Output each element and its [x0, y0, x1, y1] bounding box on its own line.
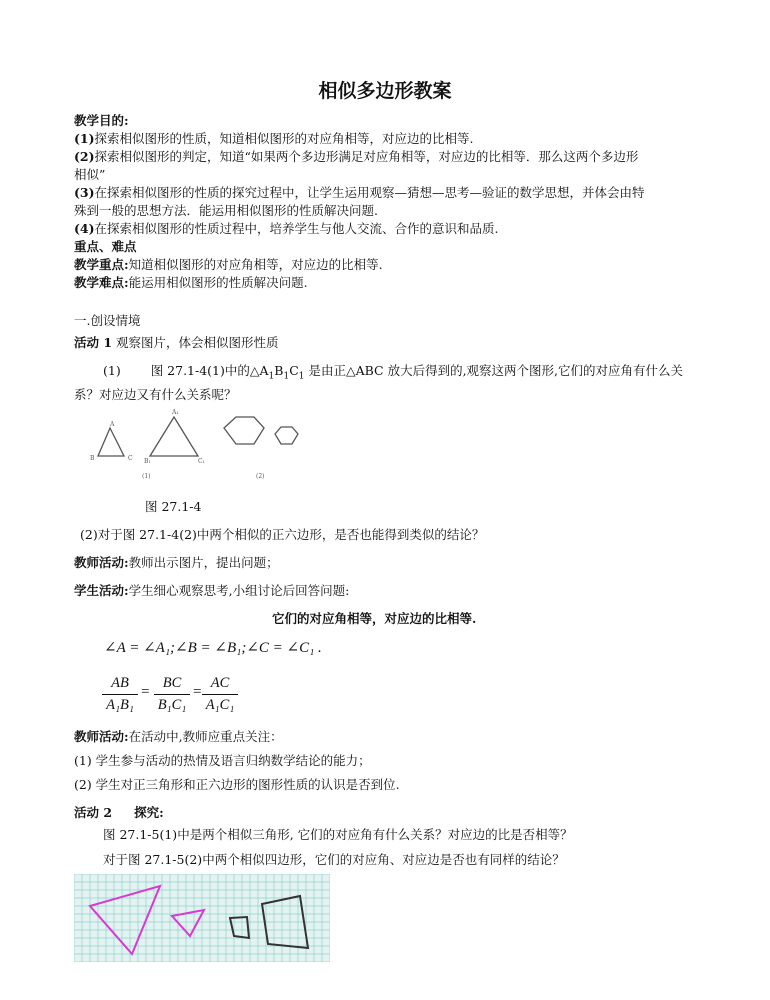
- question1-cont: 系？对应边又有什么关系呢？: [74, 387, 237, 402]
- goal-3-num: (3): [74, 185, 95, 200]
- difficulty-line: [74, 273, 308, 291]
- q1-text-d: 是由正△ABC 放大后得到的,观察这两个图形,它们的对应角有什么关: [304, 363, 684, 378]
- label-a1: A₁: [172, 409, 179, 416]
- label-b1: B₁: [144, 458, 151, 465]
- teacher-focus-1: (1) 学生参与活动的热情及语言归纳数学结论的能力；: [74, 753, 371, 768]
- activity2-text-1: 图 27.1-5(1)中是两个相似三角形, 它们的对应角有什么关系？对应边的比是否相等？: [103, 827, 573, 842]
- teacher-label-2: 教师活动:: [74, 729, 129, 744]
- goals-heading: 教学目的:: [74, 113, 129, 128]
- activity1-label: 活动 1: [74, 335, 113, 350]
- fraction-ac: [202, 675, 238, 714]
- question2-line: (2)对于图 27.1-4(2)中两个相似的正六边形，是否也能得到类似的结论？: [80, 527, 485, 542]
- goal-1: [74, 129, 474, 147]
- label-b: B: [90, 455, 95, 462]
- difficulty-label: 教学难点:: [74, 275, 129, 290]
- goal-1-num: (1): [74, 131, 95, 146]
- activity1-line: [74, 333, 279, 351]
- goal-2: [74, 147, 638, 165]
- q1-sub3: 1: [298, 371, 305, 382]
- figure-27-1-4: [86, 408, 306, 486]
- fraction-bc: [154, 675, 190, 714]
- teacher-label-1: 教师活动:: [74, 555, 129, 570]
- teacher-text-1: 教师出示图片，提出问题；: [128, 555, 279, 570]
- activity2-text-2: 对于图 27.1-5(2)中两个相似四边形，它们的对应角、对应边是否也有同样的结论？: [103, 852, 565, 867]
- teacher-activity-1: [74, 553, 279, 571]
- large-triangle: [150, 417, 198, 456]
- student-activity: [74, 581, 349, 599]
- label-c1: C₁: [198, 458, 205, 465]
- section1-heading: 一.创设情境: [74, 313, 141, 328]
- activity2-label: 活动 2: [74, 805, 113, 820]
- question1-line: [103, 361, 683, 382]
- goal-3: [74, 183, 645, 201]
- goal-4-text: 在探索相似图形的性质过程中，培养学生与他人交流、合作的意识和品质.: [94, 221, 499, 236]
- teacher-focus-2: (2) 学生对正三角形和正六边形的图形性质的认识是否到位.: [74, 777, 400, 792]
- label-c: C: [128, 455, 133, 462]
- student-label: 学生活动:: [74, 583, 129, 598]
- difficulty-text: 能运用相似图形的性质解决问题.: [128, 275, 308, 290]
- page-title: 相似多边形教案: [318, 80, 452, 102]
- equals-2: =: [193, 684, 202, 700]
- goal-2-cont: 相似”: [74, 167, 106, 182]
- fraction-ac-num: AC: [210, 675, 230, 691]
- focus-text: 知道相似图形的对应角相等，对应边的比相等.: [128, 257, 383, 272]
- large-hexagon: [224, 417, 264, 444]
- activity2-title: 探究:: [134, 805, 164, 820]
- angle-equations: ∠A = ∠A₁;∠B = ∠B₁;∠C = ∠C₁ .: [104, 640, 322, 656]
- goal-2-num: (2): [74, 149, 95, 164]
- activity1-text: 观察图片，体会相似图形性质: [116, 335, 279, 350]
- focus-label: 教学重点:: [74, 257, 129, 272]
- fraction-ac-den: A₁C₁: [202, 694, 238, 714]
- equals-1: =: [141, 684, 150, 700]
- q1-num: (1): [103, 363, 121, 378]
- figure-caption-27-1-4: 图 27.1-4: [145, 499, 202, 514]
- teacher-activity-2: [74, 727, 283, 745]
- q1-text-b: B: [274, 363, 284, 378]
- fraction-bc-num: BC: [162, 675, 182, 691]
- fraction-ab: [102, 675, 138, 714]
- goal-4: [74, 219, 499, 237]
- focus-line: [74, 255, 383, 273]
- q1-text-c: C: [289, 363, 299, 378]
- goal-3-cont: 殊到一般的思想方法．能运用相似图形的性质解决问题.: [74, 203, 378, 218]
- small-triangle: [98, 428, 124, 456]
- small-hexagon: [275, 427, 298, 444]
- goal-2-text-a: 探索相似图形的判定，知道“如果两个多边形满足对应角相等，对应边的比相等．那么这两个多边形: [94, 149, 639, 164]
- conclusion: 它们的对应角相等，对应边的比相等.: [272, 611, 477, 626]
- label-part1: (1): [142, 473, 151, 480]
- goal-3-text-a: 在探索相似图形的性质的探究过程中，让学生运用观察—猜想—思考—验证的数学思想，并体会由特: [94, 185, 645, 200]
- fraction-bc-den: B₁C₁: [154, 694, 190, 714]
- q1-text-a: 图 27.1-4(1)中的△A: [150, 363, 269, 378]
- q1-sub1: 1: [268, 371, 275, 382]
- activity2-line: [74, 803, 164, 821]
- goal-4-num: (4): [74, 221, 95, 236]
- student-text: 学生细心观察思考,小组讨论后回答问题:: [128, 583, 350, 598]
- goal-1-text: 探索相似图形的性质，知道相似图形的对应角相等，对应边的比相等.: [94, 131, 474, 146]
- figure-27-1-5: [74, 874, 330, 962]
- teacher-text-2: 在活动中,教师应重点关注：: [128, 729, 283, 744]
- fraction-ab-den: A₁B₁: [102, 694, 138, 714]
- q1-sub2: 1: [283, 371, 290, 382]
- label-part2: (2): [256, 473, 265, 480]
- keypoints-heading: 重点、难点: [74, 239, 137, 254]
- fraction-ab-num: AB: [111, 675, 129, 691]
- label-a: A: [110, 421, 115, 428]
